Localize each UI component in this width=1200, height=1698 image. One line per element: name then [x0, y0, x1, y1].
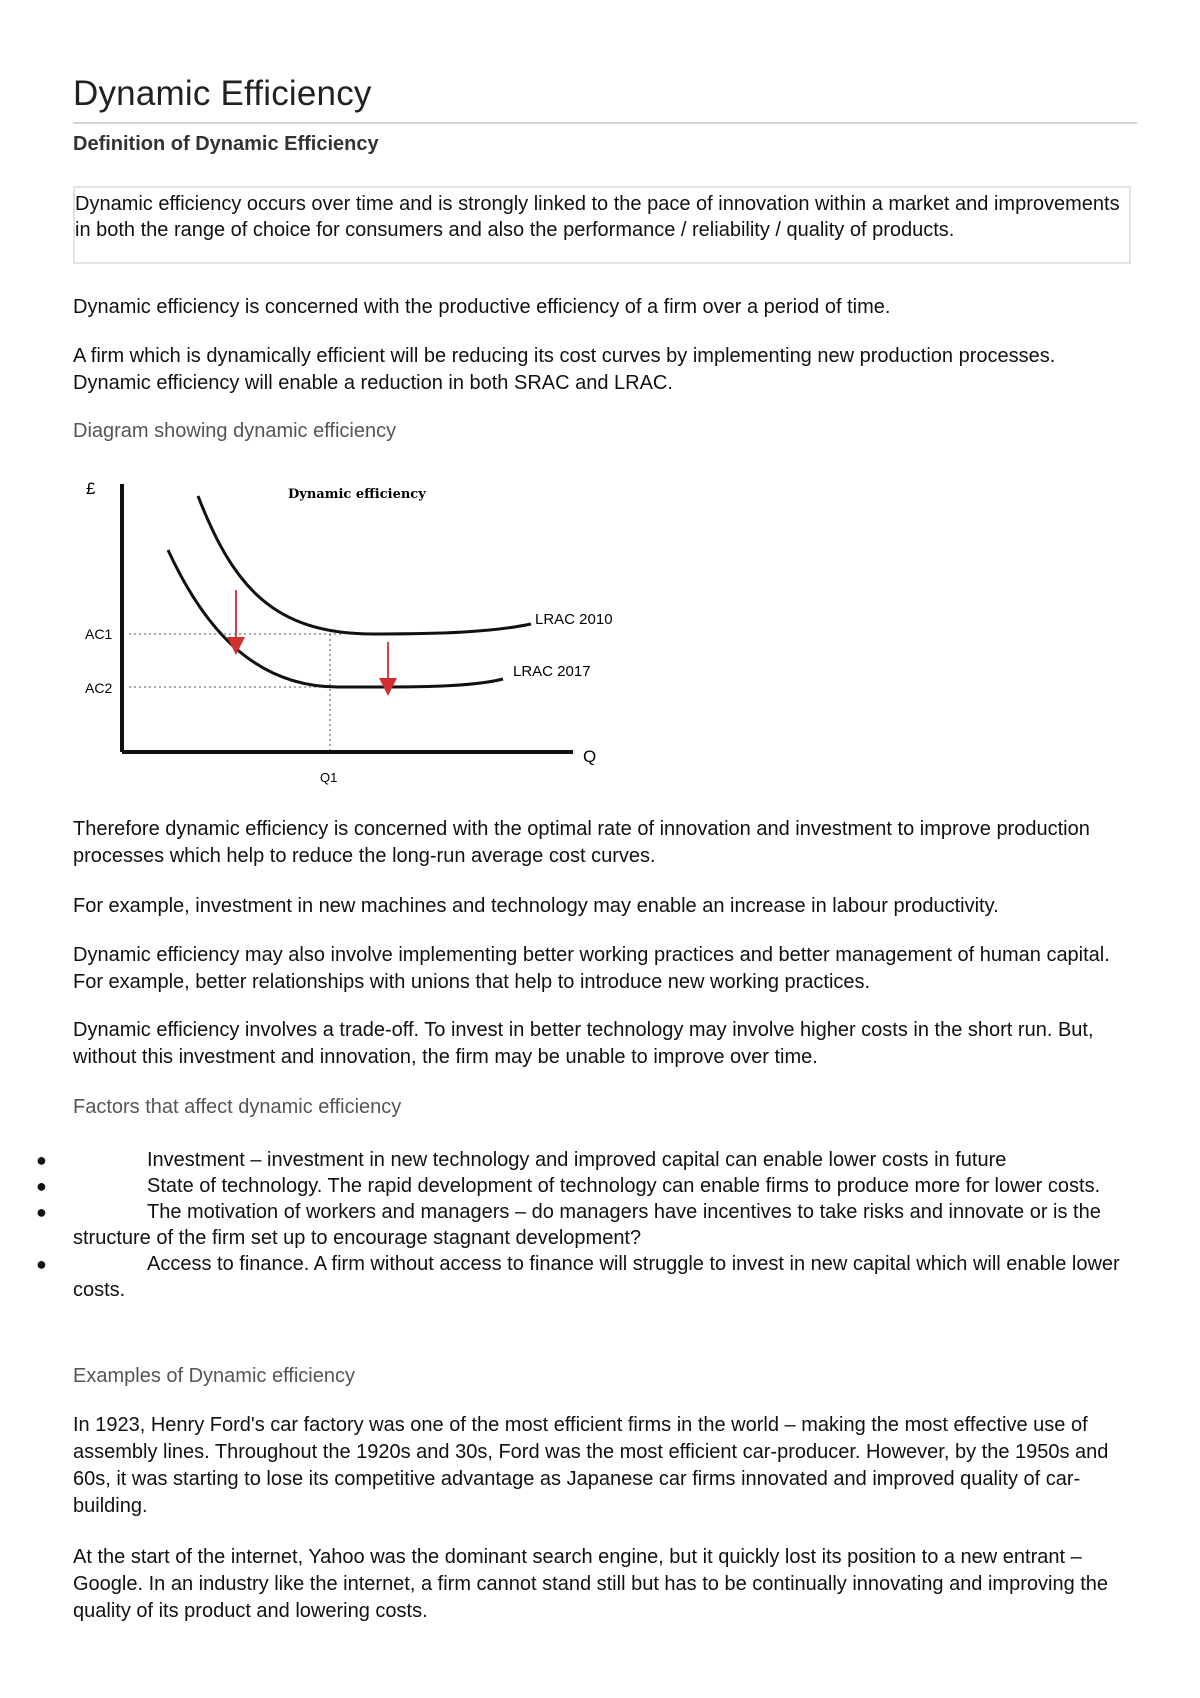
bullet-icon: ● [36, 1176, 47, 1196]
paragraph-2: A firm which is dynamically efficient will be reducing its cost curves by implementing new production processes. Dynamic efficiency will enable a reduction in both SRAC and LRAC. [73, 345, 1056, 394]
y-tick-ac1: AC1 [85, 626, 113, 642]
page-title: Dynamic Efficiency [73, 74, 372, 113]
x-axis-label: Q [583, 747, 597, 766]
paragraph-5: Dynamic efficiency may also involve implementing better working practices and better management of human capital. For example, better relationships with unions that help to introduce new working practices. [73, 944, 1110, 993]
y-axis-label: £ [86, 479, 96, 498]
factors-list [36, 1147, 1137, 1303]
series-label-lrac-2010: LRAC 2010 [535, 611, 613, 628]
paragraph-7: In 1923, Henry Ford's car factory was one of the most efficient firms in the world – making the most effective use of assembly lines. Throughout the 1920s and 30s, Ford was the most efficient car-producer. However, by the 1950s and 60s, it was starting to lose its competitive advantage as Japanese car firms innovated and improved quality of car-building. [73, 1414, 1109, 1517]
paragraph-8: At the start of the internet, Yahoo was the dominant search engine, but it quickly lost its position to a new entrant – Google. In an industry like the internet, a firm cannot stand still but has to be continually innovating and improving the quality of its product and lowering costs. [73, 1546, 1109, 1622]
bullet-icon: ● [36, 1254, 47, 1274]
list-item: ● State of technology. The rapid development of technology can enable firms to produce more for lower costs. [36, 1175, 1101, 1197]
list-item: ● Access to finance. A firm without access to finance will struggle to invest in new capital which will enable lower costs. [36, 1253, 1120, 1301]
x-tick-q1: Q1 [320, 770, 338, 785]
chart-title: Dynamic efficiency [288, 487, 426, 502]
dynamic-efficiency-diagram [73, 466, 633, 796]
examples-heading: Examples of Dynamic efficiency [73, 1365, 355, 1387]
paragraph-1: Dynamic efficiency is concerned with the productive efficiency of a firm over a period of time. [73, 296, 891, 318]
paragraph-4: For example, investment in new machines and technology may enable an increase in labour productivity. [73, 895, 999, 917]
lrac-2017-curve [168, 550, 503, 687]
y-tick-ac2: AC2 [85, 680, 113, 696]
list-item: ● The motivation of workers and managers – do managers have incentives to take risks and innovate or is the structure of the firm set up to encourage stagnant development? [36, 1201, 1101, 1249]
title-divider [73, 122, 1137, 124]
definition-box [73, 186, 1131, 264]
series-label-lrac-2017: LRAC 2017 [513, 663, 591, 680]
factors-heading: Factors that affect dynamic efficiency [73, 1096, 402, 1118]
list-item: ● Investment – investment in new technology and improved capital can enable lower costs in future [36, 1149, 1007, 1171]
paragraph-3: Therefore dynamic efficiency is concerned with the optimal rate of innovation and investment to improve production processes which help to reduce the long-run average cost curves. [73, 818, 1090, 867]
lrac-2010-curve [198, 496, 531, 634]
bullet-icon: ● [36, 1202, 47, 1222]
bullet-icon: ● [36, 1150, 47, 1170]
paragraph-6: Dynamic efficiency involves a trade-off. To invest in better technology may involve higher costs in the short run. But, without this investment and innovation, the firm may be unable to improve over time. [73, 1019, 1094, 1068]
definition-subheading: Definition of Dynamic Efficiency [73, 133, 379, 155]
diagram-heading: Diagram showing dynamic efficiency [73, 420, 397, 442]
definition-text: Dynamic efficiency occurs over time and is strongly linked to the pace of innovation within a market and improvements in both the range of choice for consumers and also the performance / reliability / quality of products. [75, 193, 1120, 241]
